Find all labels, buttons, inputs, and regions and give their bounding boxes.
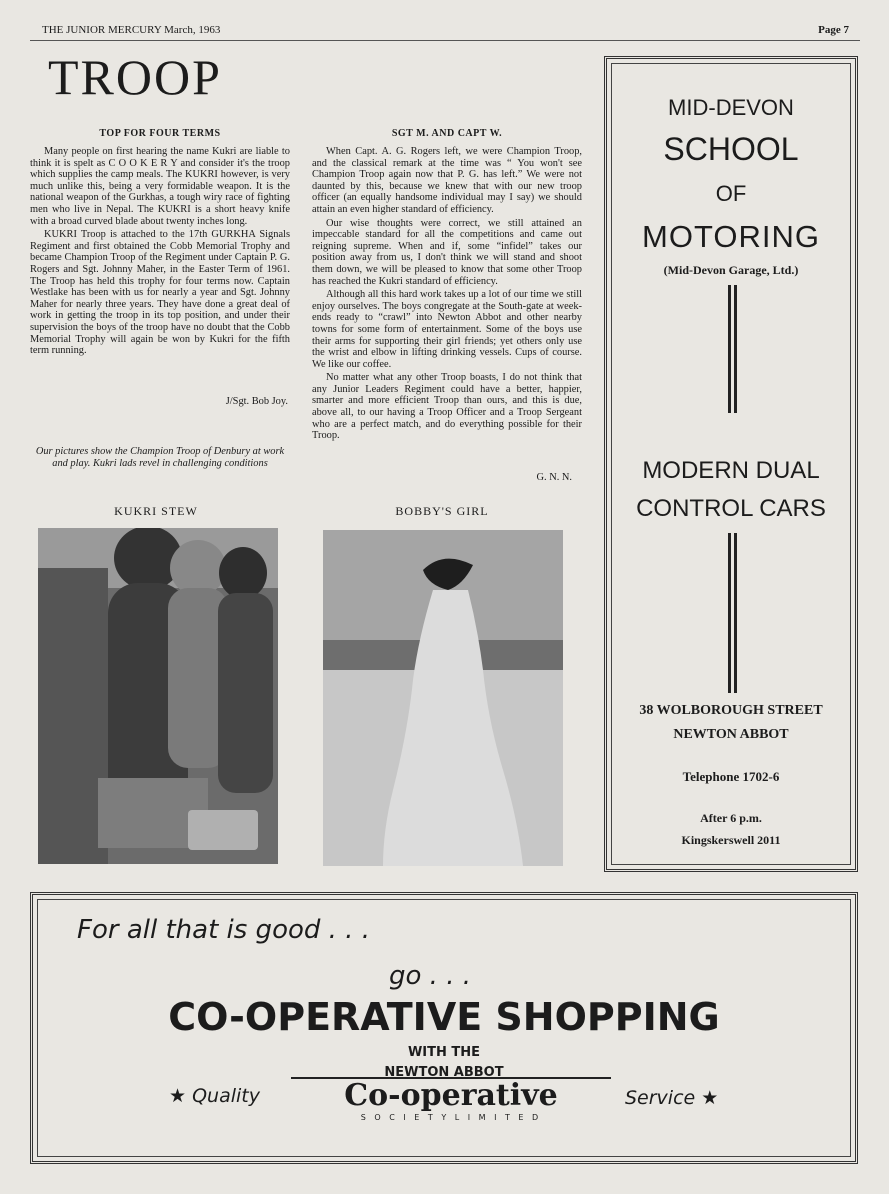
col2-paragraph: No matter what any other Troop boasts, I do not think that any Junior Leaders Regiment could have a better, happier, smarter and more efficient Troop than ours, and this is due, above all, to our having a Troop Officer and a Troop Sergeant who are a perfect match, and do everything possible for their Troop.	[312, 372, 582, 442]
ad-control-cars: CONTROL CARS	[636, 495, 826, 522]
col2-heading: SGT M. AND CAPT W.	[391, 128, 503, 139]
coop-ad	[30, 892, 858, 1164]
photo-caption: Our pictures show the Champion Troop of Denbury at work and play. Kukri lads revel in challenging conditions	[35, 446, 285, 469]
col1-heading: TOP FOR FOUR TERMS	[99, 128, 221, 139]
coop-tagline: For all that is good . . .	[77, 915, 370, 945]
photo-title-left: KUKRI STEW	[114, 504, 198, 518]
ad-telephone: Telephone 1702-6	[682, 769, 780, 784]
page-number: Page 7	[818, 24, 849, 36]
col1-paragraph: KUKRI Troop is attached to the 17th GURKHA Signals Regiment and first obtained the Cobb Memorial Trophy and became Champion Troop of the Regiment under Captain P. G. Rogers and Sgt. Johnny Maher, in the Easter Term of 1961. The Troop has held this trophy for four terms now. Captain Westlake has been with us for nearly a year and Sgt. Johnny Maher for nearly three years. They have done a great deal of work in getting the troop in its top position, and under their supervision the boys of the troop have no doubt that the Cobb Memorial Trophy will again be won by Kukri for the fifth term running.	[30, 229, 290, 357]
ad-bar-right-2	[734, 533, 737, 693]
page-title: TROOP	[48, 49, 222, 105]
ad-modern-dual: MODERN DUAL	[642, 457, 820, 484]
header-left: THE JUNIOR MERCURY March, 1963	[42, 24, 221, 36]
bobbys-girl-photo	[323, 530, 563, 866]
ad-garage: (Mid-Devon Garage, Ltd.)	[663, 263, 799, 277]
ad-address-street: 38 WOLBOROUGH STREET	[639, 703, 823, 718]
ad-bar-left-2	[728, 533, 731, 693]
ad-address-town: NEWTON ABBOT	[673, 727, 789, 742]
coop-logo	[291, 1077, 611, 1129]
ad-bar-left	[728, 285, 731, 413]
col1-signature: J/Sgt. Bob Joy.	[225, 396, 288, 407]
ad-mid-devon: MID-DEVON	[668, 95, 794, 120]
col2-paragraph: When Capt. A. G. Rogers left, we were Champion Troop, and the classical remark at the time was “ You won't see Champion Troop again now that P. G. has left.” We were not daunted by this, because we knew that with our new troop officer (an equally handsome individual may I say) we should attain an even higher standard of efficiency.	[312, 146, 582, 215]
coop-logo-text: Co-operative	[344, 1078, 558, 1113]
ad-of: OF	[715, 181, 747, 206]
kukri-stew-photo	[38, 528, 278, 864]
snow-sculpture-image	[323, 530, 563, 866]
ad-bar-right	[734, 285, 737, 413]
ad-after-hours: After 6 p.m.	[700, 811, 762, 825]
ad-school: SCHOOL	[663, 131, 799, 167]
col2-signature: G. N. N.	[536, 472, 572, 483]
driving-school-ad	[604, 56, 858, 872]
coop-service: Service ★	[625, 1087, 719, 1109]
ad-kingskerswell: Kingskerswell 2011	[681, 833, 781, 847]
coop-shopping: CO-OPERATIVE SHOPPING	[168, 995, 720, 1039]
ad-motoring: MOTORING	[642, 219, 820, 254]
kukri-stew-image	[38, 528, 278, 864]
col1-body	[30, 146, 290, 359]
col2-paragraph: Our wise thoughts were correct, we still attained an impeccable standard for all the competitions and came out reigning supreme. When and if, some “infidel” takes our position away from us, I don't think we will stand and shoot them down, we will be pleased to know that some other Troop has reached the Kukri standard of efficiency.	[312, 217, 582, 287]
coop-society: S O C I E T Y L I M I T E D	[360, 1113, 542, 1122]
coop-newton-abbot: NEWTON ABBOT	[384, 1065, 504, 1080]
col1-paragraph: Many people on first hearing the name Kukri are liable to think it is spelt as C O O K E R Y and consider it's the troop which supplies the camp meals. The KUKRI however, is very much unlike this, being a very formidable weapon. It is the national weapon of the Gurkhas, a tough wiry race of fighting men who live in Nepal. The KUKRI is a short heavy knife with a broad curved blade about twenty inches long.	[30, 146, 290, 227]
coop-go: go . . .	[389, 961, 471, 991]
header-rule	[30, 40, 860, 41]
coop-quality: ★ Quality	[169, 1085, 260, 1107]
photo-title-right: BOBBY'S GIRL	[395, 504, 489, 518]
col2-paragraph: Although all this hard work takes up a lot of our time we still enjoy ourselves. The boys congregate at the South-gate at week-ends ready to “crawl” into Newton Abbot and other nearby towns for some form of entertainment. Some of the boys use their arms for supporting their girl friends; yet others only use the wrist and elbow in lifting drinking vessels. Cups of course. We like our coffee.	[312, 289, 582, 370]
col2-body	[312, 146, 582, 444]
coop-with-the: WITH THE	[407, 1045, 481, 1060]
